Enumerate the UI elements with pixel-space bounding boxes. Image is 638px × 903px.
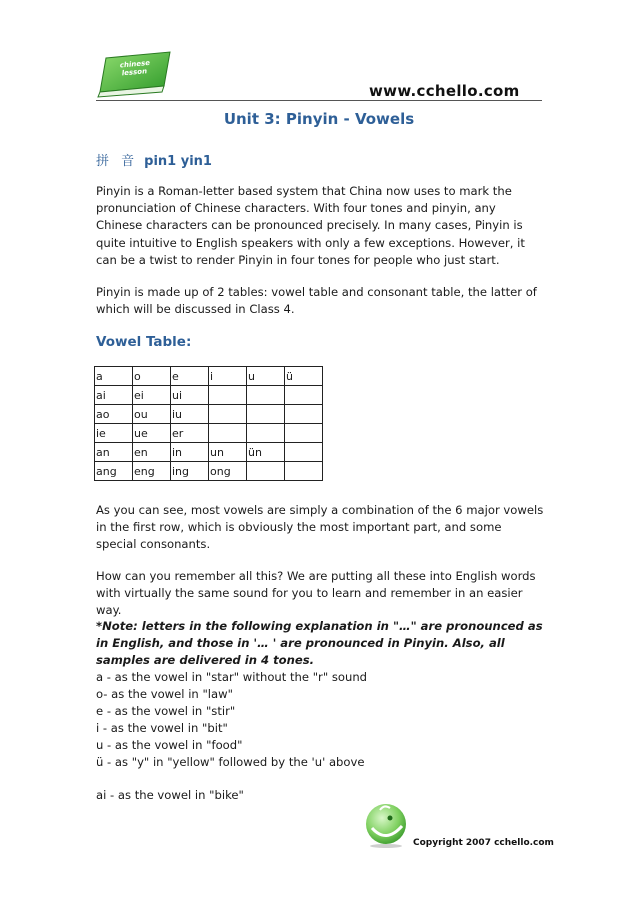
vowel-table-row [95, 443, 323, 462]
cchello-footer-logo [360, 800, 412, 850]
vowel-table-cell [209, 405, 247, 424]
pronunciation-line-u: u - as the vowel in "food" [96, 738, 243, 752]
vowel-table-cell: ing [171, 462, 209, 481]
explanation-paragraph: As you can see, most vowels are simply a combination of the 6 major vowels in the first row, which is obviously the most important part, and some special consonants. [96, 503, 544, 552]
vowel-table-cell [285, 405, 323, 424]
vowel-table-cell [209, 424, 247, 443]
pronunciation-line-o: o- as the vowel in "law" [96, 687, 233, 701]
pronunciation-line-e: e - as the vowel in "stir" [96, 704, 236, 718]
vowel-table-cell [285, 443, 323, 462]
vowel-table-cell [247, 405, 285, 424]
copyright-text: Copyright 2007 cchello.com [413, 838, 554, 848]
vowel-table-cell: e [171, 367, 209, 386]
pronunciation-note: *Note: letters in the following explanation in "…" are pronounced as in English, and those in '… ' are pronounced in Pinyin. Also, all samples are delivered in 4 tones. [96, 619, 543, 668]
explanation-paragraph: How can you remember all this? We are putting all these into English words with virtually the same sound for you to learn and remember in an easier way. [96, 569, 536, 618]
vowel-table-row [95, 424, 323, 443]
vowel-table-cell: in [171, 443, 209, 462]
vowel-table-cell: ong [209, 462, 247, 481]
vowel-table-cell: u [247, 367, 285, 386]
vowel-table-cell [247, 424, 285, 443]
intro-paragraph: Pinyin is made up of 2 tables: vowel table and consonant table, the latter of which will be discussed in Class 4. [96, 285, 537, 317]
pronunciation-line-u-umlaut: ü - as "y" in "yellow" followed by the 'u' above [96, 755, 365, 769]
vowel-table-cell [285, 462, 323, 481]
vowel-table-cell: ie [95, 424, 133, 443]
vowel-table-cell: ai [95, 386, 133, 405]
logo-text-top: chinese [119, 58, 151, 70]
pinyin-romanization: pin1 yin1 [144, 154, 212, 169]
vowel-table-row [95, 405, 323, 424]
cchello-book-logo [96, 50, 174, 98]
pronunciation-line-ai: ai - as the vowel in "bike" [96, 788, 244, 802]
vowel-table-row [95, 462, 323, 481]
pinyin-heading [96, 150, 212, 169]
vowel-table-cell: ang [95, 462, 133, 481]
header-divider [96, 100, 542, 101]
site-url: www.cchello.com [369, 82, 520, 100]
vowel-table-cell: ün [247, 443, 285, 462]
vowel-table-cell: ei [133, 386, 171, 405]
vowel-table-heading: Vowel Table: [96, 334, 192, 350]
vowel-table-cell: a [95, 367, 133, 386]
vowel-table-cell: ü [285, 367, 323, 386]
vowel-table-cell: un [209, 443, 247, 462]
vowel-table-cell: ue [133, 424, 171, 443]
pronunciation-line-i: i - as the vowel in "bit" [96, 721, 228, 735]
vowel-table-cell: ou [133, 405, 171, 424]
vowel-table-cell: en [133, 443, 171, 462]
vowel-table-row [95, 367, 323, 386]
vowel-table-cell [247, 462, 285, 481]
vowel-table-cell [247, 386, 285, 405]
vowel-table-cell: i [209, 367, 247, 386]
vowel-table-cell: ui [171, 386, 209, 405]
vowel-table-cell: er [171, 424, 209, 443]
vowel-table-cell [285, 424, 323, 443]
vowel-table-cell: o [133, 367, 171, 386]
vowel-table-cell [285, 386, 323, 405]
logo-text-bottom: lesson [121, 67, 148, 78]
vowel-table [94, 366, 323, 481]
page-title: Unit 3: Pinyin - Vowels [223, 110, 415, 128]
vowel-table-cell: eng [133, 462, 171, 481]
vowel-table-cell: an [95, 443, 133, 462]
intro-paragraph: Pinyin is a Roman-letter based system that China now uses to mark the pronunciation of Chinese characters. With four tones and pinyin, any Chinese characters can be pronounced precisely. In many cases, Pinyin is quite intuitive to English speakers with only a few exceptions. However, it can be a twist to render Pinyin in four tones for people who just start. [96, 184, 525, 267]
pinyin-chinese-chars: 拼 音 [96, 154, 139, 169]
vowel-table-cell: iu [171, 405, 209, 424]
pronunciation-line-a: a - as the vowel in "star" without the "r" sound [96, 670, 368, 684]
vowel-table-cell: ao [95, 405, 133, 424]
vowel-table-row [95, 386, 323, 405]
vowel-table-cell [209, 386, 247, 405]
